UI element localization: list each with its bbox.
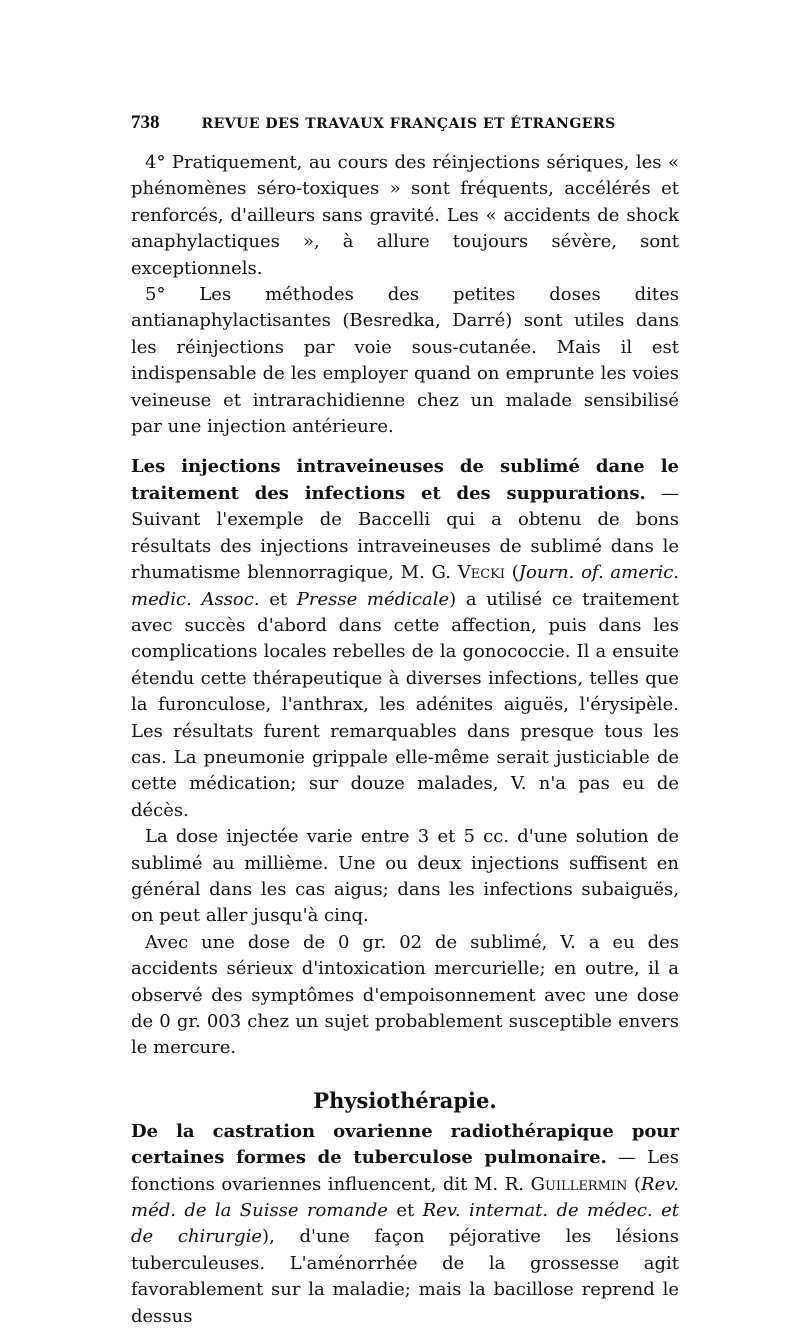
article-sublime-title: Les injections intraveineuses de sublimé dane le traitement des infections et des suppurations.: [131, 456, 679, 504]
section-title: Physiothérapie.: [313, 1087, 497, 1113]
article-sublime-dose: La dose injectée varie entre 3 et 5 cc. d'une solution de sublimé au millième. Une ou deux injections suffisent en général dans les cas aigus; dans les infections subaiguës, on peut aller jusqu'à cinq.: [131, 826, 679, 927]
page-header: [131, 112, 679, 142]
journal-citation-4: Rev. internat. de médec. et de chirurgie: [131, 1200, 679, 1248]
article-sublime: [131, 454, 679, 824]
article-castration: [131, 1119, 679, 1330]
paragraph-5: 5° Les méthodes des petites doses dites antianaphylactisantes (Besredka, Darré) sont utiles dans les réinjections par voie sous-cutanée. Mais il est indispensable de les employer quand on emprunte les voies veineuse et intrarachidienne chez un malade sensibilisé par une injection antérieure.: [131, 284, 679, 438]
article-sublime-text-c: et: [259, 588, 297, 610]
article-castration-text-b: (: [627, 1173, 642, 1195]
page-body: [131, 112, 679, 1330]
journal-citation-3: Rev. méd. de la Suisse romande: [131, 1173, 679, 1222]
article-castration-text-d: ), d'une façon péjorative les lésions tuberculeuses. L'aménorrhée de la grossesse agit favorablement sur la maladie; mais la bacillose reprend le dessus: [131, 1226, 679, 1327]
journal-citation-2: Presse médicale: [296, 588, 450, 610]
author-guillermin: Guillermin: [530, 1173, 628, 1195]
article-castration-text-c: et: [387, 1200, 423, 1222]
spacer: [131, 440, 679, 454]
page-number: 738: [131, 112, 160, 133]
article-sublime-text-d: ) a utilisé ce traitement avec succès d'abord dans cette affection, puis dans les complications locales rebelles de la gonococcie. Il a ensuite étendu cette thérapeutique à diverses infections, telles que la furonculose, l'anthrax, les adénites aiguës, l'érysipèle. Les résultats furent remarquables dans presque tous les cas. La pneumonie grippale elle-même serait justiciable de cette médication; sur douze malades, V. n'a pas eu de décès.: [131, 588, 679, 821]
article-castration-title: De la castration ovarienne radiothérapique pour certaines formes de tuberculose pulmonaire.: [131, 1120, 679, 1169]
article-sublime-accidents: Avec une dose de 0 gr. 02 de sublimé, V. a eu des accidents sérieux d'intoxication mercurielle; en outre, il a observé des symptômes d'empoisonnement avec une dose de 0 gr. 003 chez un sujet probablement susceptible envers le mercure.: [131, 931, 679, 1059]
article-sublime-text-a: — Suivant l'exemple de Baccelli qui a obtenu de bons résultats des injections intraveineuses de sublimé dans le rhumatisme blennorragique, M. G.: [131, 482, 679, 584]
author-vecki: Vecki: [457, 562, 506, 584]
article-castration-text-a: — Les fonctions ovariennes influencent, dit M. R.: [131, 1147, 679, 1195]
article-sublime-text-b: (: [505, 562, 519, 584]
journal-citation-1: Journ. of. americ. medic. Assoc.: [131, 562, 680, 610]
paragraph-4: 4° Pratiquement, au cours des réinjections sériques, les « phénomènes séro-toxiques » sont fréquents, accélérés et renforcés, d'ailleurs sans gravité. Les « accidents de shock anaphylactiques », à allure toujours sévère, sont exceptionnels.: [131, 152, 679, 279]
running-title: REVUE DES TRAVAUX FRANÇAIS ET ÉTRANGERS: [201, 116, 616, 132]
